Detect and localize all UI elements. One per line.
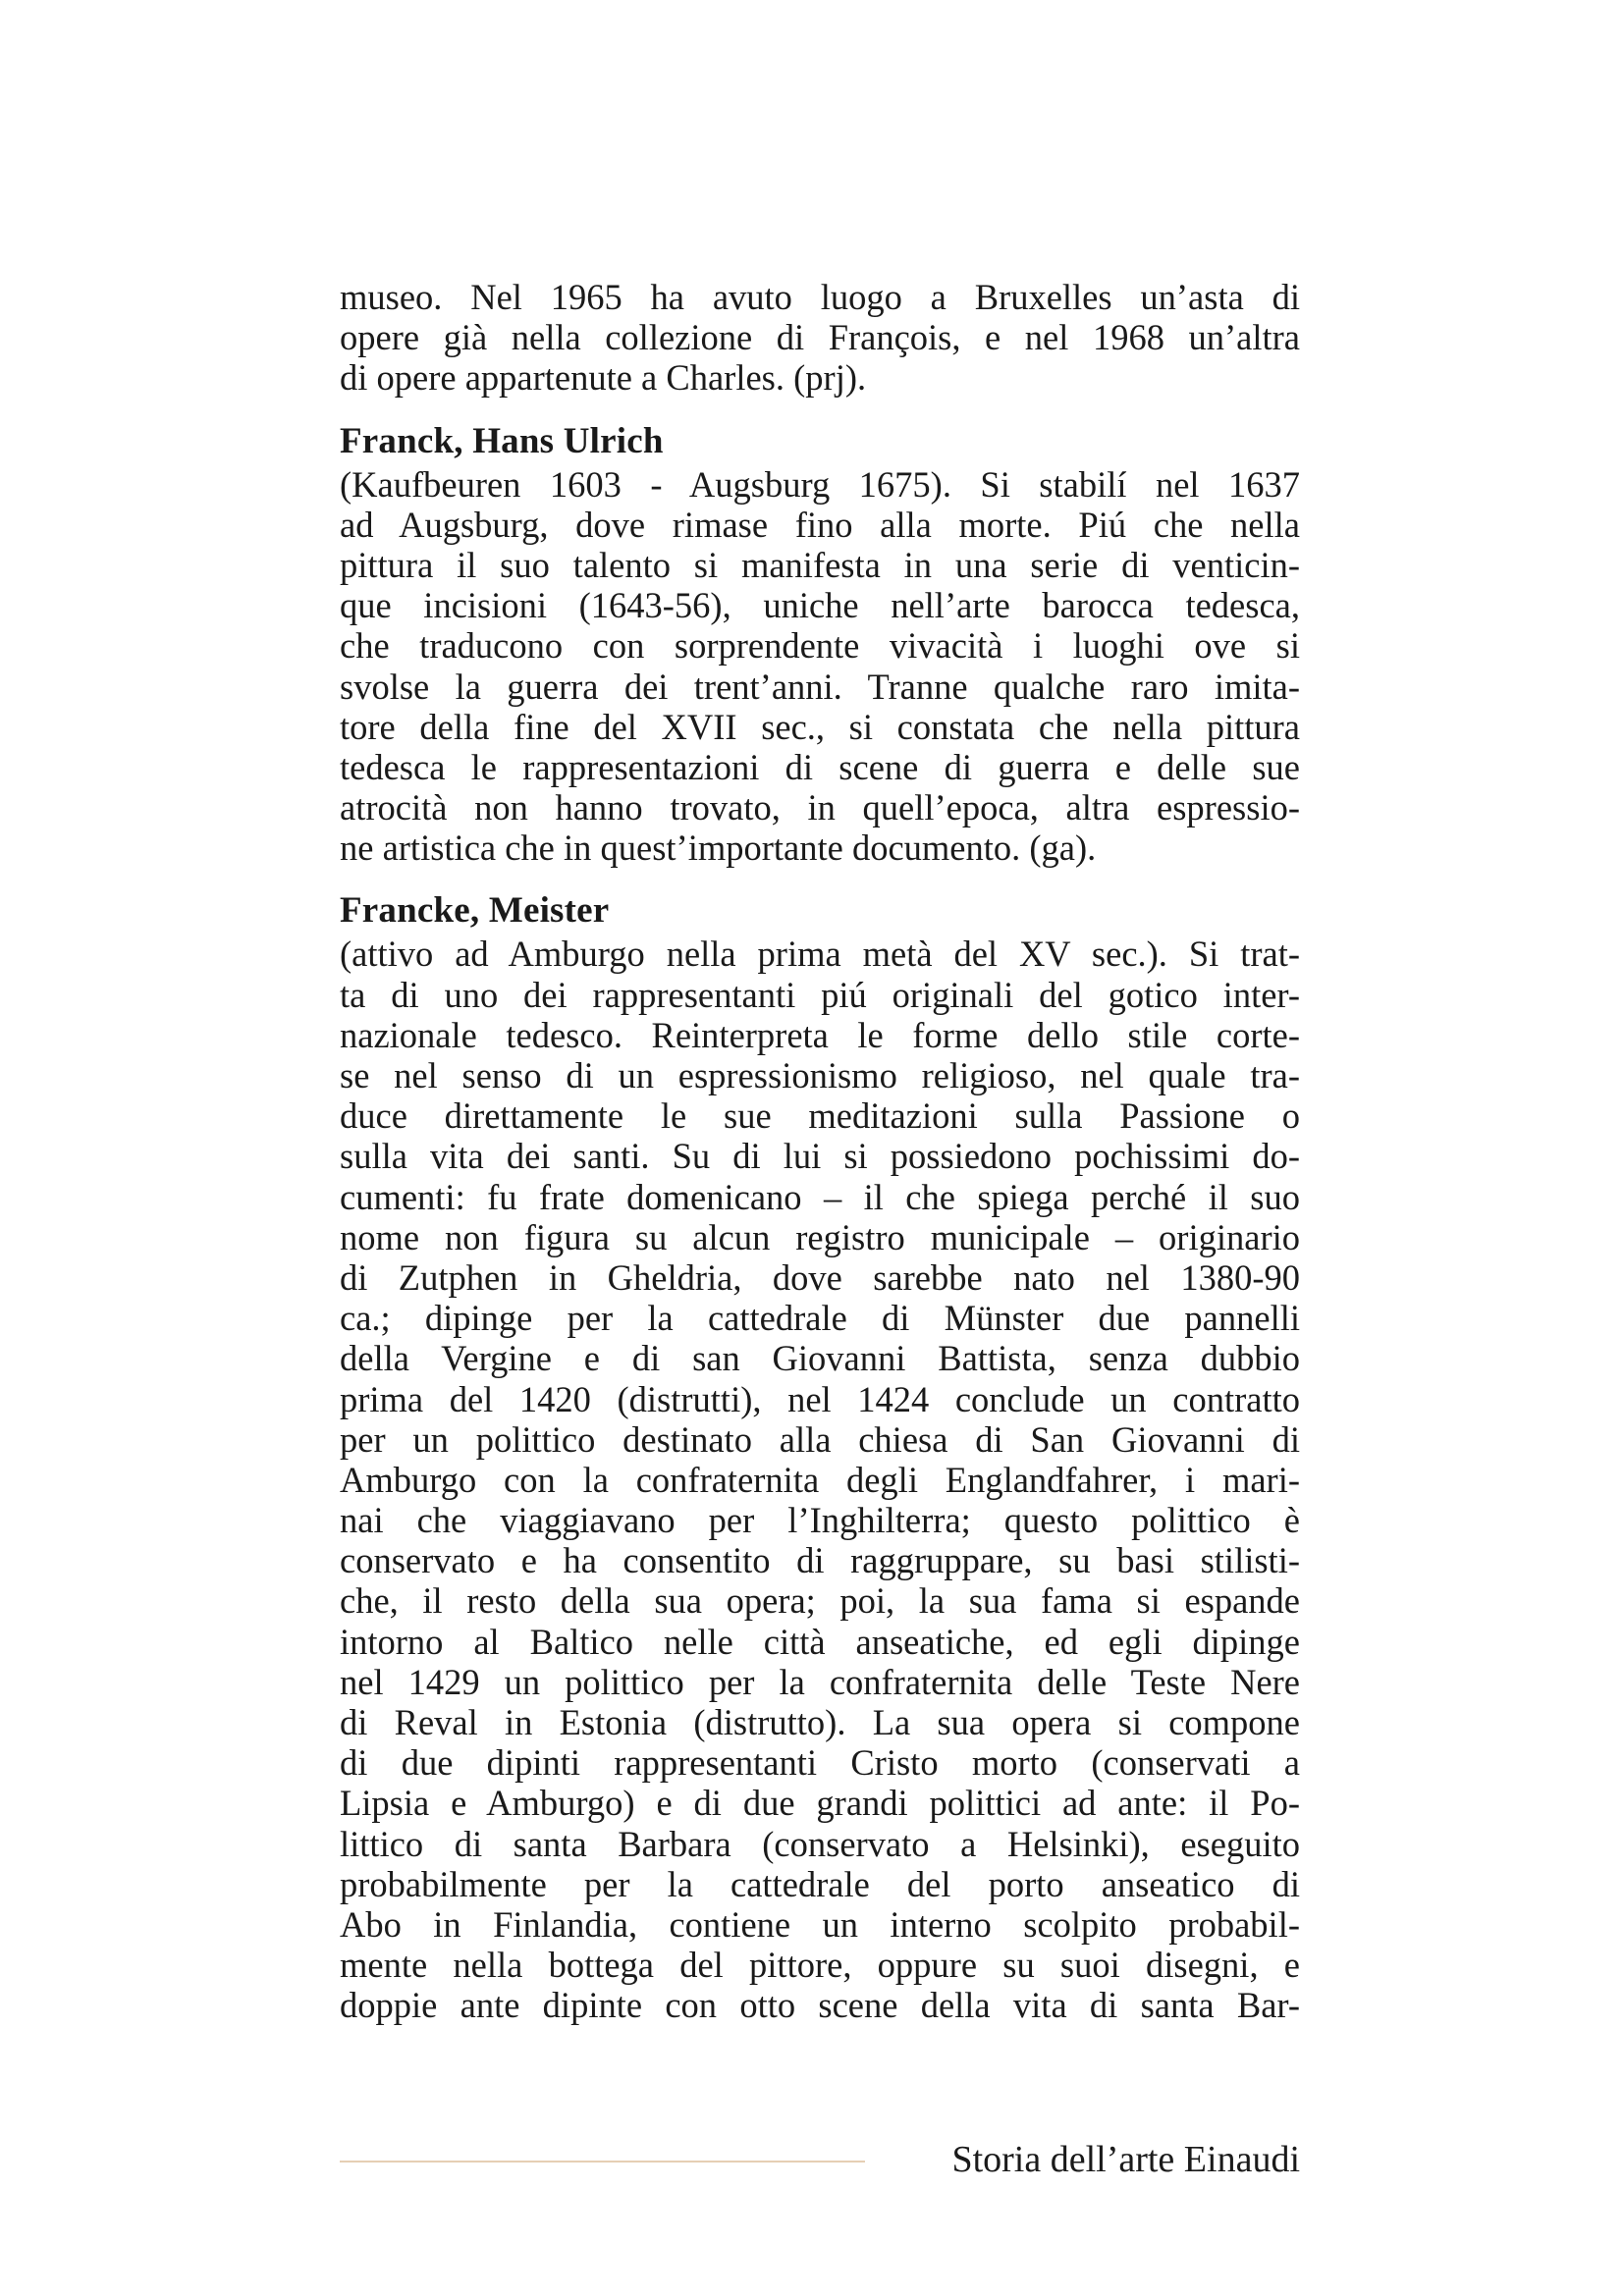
entry-heading-francke: Francke, Meister bbox=[340, 890, 610, 932]
intro-paragraph bbox=[340, 277, 1300, 399]
text-line: nai che viaggiavano per l’Inghilterra; questo polittico è bbox=[340, 1500, 1300, 1541]
text-line: ne artistica che in quest’importante documento. (ga). bbox=[340, 828, 1097, 869]
text-line: museo. Nel 1965 ha avuto luogo a Bruxelles un’asta di bbox=[340, 277, 1300, 317]
text-line: probabilmente per la cattedrale del porto anseatico di bbox=[340, 1863, 1300, 1904]
text-line: doppie ante dipinte con otto scene della vita di santa Bar- bbox=[340, 1985, 1300, 2026]
text-line: sulla vita dei santi. Su di lui si possiedono pochissimi do- bbox=[340, 1136, 1300, 1177]
text-line: cumenti: fu frate domenicano – il che spiega perché il suo bbox=[340, 1176, 1300, 1217]
text-line: Lipsia e Amburgo) e di due grandi polittici ad ante: il Po- bbox=[340, 1783, 1300, 1824]
entry-body-franck bbox=[340, 464, 1300, 869]
text-line: atrocità non hanno trovato, in quell’epoca, altra espressio- bbox=[340, 787, 1300, 828]
page-body bbox=[340, 277, 1300, 2026]
text-line: di Zutphen in Gheldria, dove sarebbe nato nel 1380-90 bbox=[340, 1256, 1300, 1298]
text-line: littico di santa Barbara (conservato a Helsinki), eseguito bbox=[340, 1823, 1300, 1864]
text-line: che, il resto della sua opera; poi, la sua fama si espande bbox=[340, 1580, 1300, 1622]
text-line: ca.; dipinge per la cattedrale di Münster due pannelli bbox=[340, 1298, 1300, 1339]
text-line: della Vergine e di san Giovanni Battista, senza dubbio bbox=[340, 1338, 1300, 1379]
entry-heading-franck: Franck, Hans Ulrich bbox=[340, 420, 664, 461]
text-line: per un polittico destinato alla chiesa di San Giovanni di bbox=[340, 1418, 1300, 1460]
text-line: conservato e ha consentito di raggruppare, su basi stilisti- bbox=[340, 1540, 1300, 1581]
text-line: che traducono con sorprendente vivacità i luoghi ove si bbox=[340, 625, 1300, 667]
text-line: di due dipinti rappresentanti Cristo morto (conservati a bbox=[340, 1742, 1300, 1784]
text-line: mente nella bottega del pittore, oppure su suoi disegni, e bbox=[340, 1945, 1300, 1986]
text-line: opere già nella collezione di François, e nel 1968 un’altra bbox=[340, 317, 1300, 358]
text-line: ad Augsburg, dove rimase fino alla morte. Piú che nella bbox=[340, 504, 1300, 545]
text-line: svolse la guerra dei trent’anni. Tranne qualche raro imita- bbox=[340, 666, 1300, 707]
text-line: intorno al Baltico nelle città anseatiche, ed egli dipinge bbox=[340, 1621, 1300, 1662]
text-line: nome non figura su alcun registro municipale – originario bbox=[340, 1216, 1300, 1257]
entry-body-francke bbox=[340, 934, 1300, 2025]
footer-title: Storia dell’arte Einaudi bbox=[951, 2139, 1300, 2180]
text-line: (attivo ad Amburgo nella prima metà del XV sec.). Si trat- bbox=[340, 934, 1300, 975]
text-line: pittura il suo talento si manifesta in una serie di venticin- bbox=[340, 544, 1300, 585]
text-line: duce direttamente le sue meditazioni sulla Passione o bbox=[340, 1095, 1300, 1137]
text-line: que incisioni (1643-56), uniche nell’arte barocca tedesca, bbox=[340, 585, 1300, 626]
text-line: Amburgo con la confraternita degli Englandfahrer, i mari- bbox=[340, 1459, 1300, 1500]
text-line: nel 1429 un polittico per la confraternita delle Teste Nere bbox=[340, 1661, 1300, 1702]
text-line: di opere appartenute a Charles. (prj). bbox=[340, 357, 867, 399]
text-line: di Reval in Estonia (distrutto). La sua opera si compone bbox=[340, 1702, 1300, 1742]
page-footer bbox=[340, 2138, 1300, 2181]
text-line: ta di uno dei rappresentanti piú originali del gotico inter- bbox=[340, 974, 1300, 1015]
text-line: prima del 1420 (distrutti), nel 1424 conclude un contratto bbox=[340, 1378, 1300, 1419]
text-line: tedesca le rappresentazioni di scene di guerra e delle sue bbox=[340, 746, 1300, 787]
text-line: tore della fine del XVII sec., si constata che nella pittura bbox=[340, 706, 1300, 747]
text-line: nazionale tedesco. Reinterpreta le forme dello stile corte- bbox=[340, 1014, 1300, 1055]
text-line: se nel senso di un espressionismo religioso, nel quale tra- bbox=[340, 1055, 1300, 1095]
text-line: (Kaufbeuren 1603 - Augsburg 1675). Si stabilí nel 1637 bbox=[340, 463, 1300, 505]
text-line: Abo in Finlandia, contiene un interno scolpito probabil- bbox=[340, 1903, 1300, 1945]
footer-rule bbox=[340, 2161, 865, 2163]
